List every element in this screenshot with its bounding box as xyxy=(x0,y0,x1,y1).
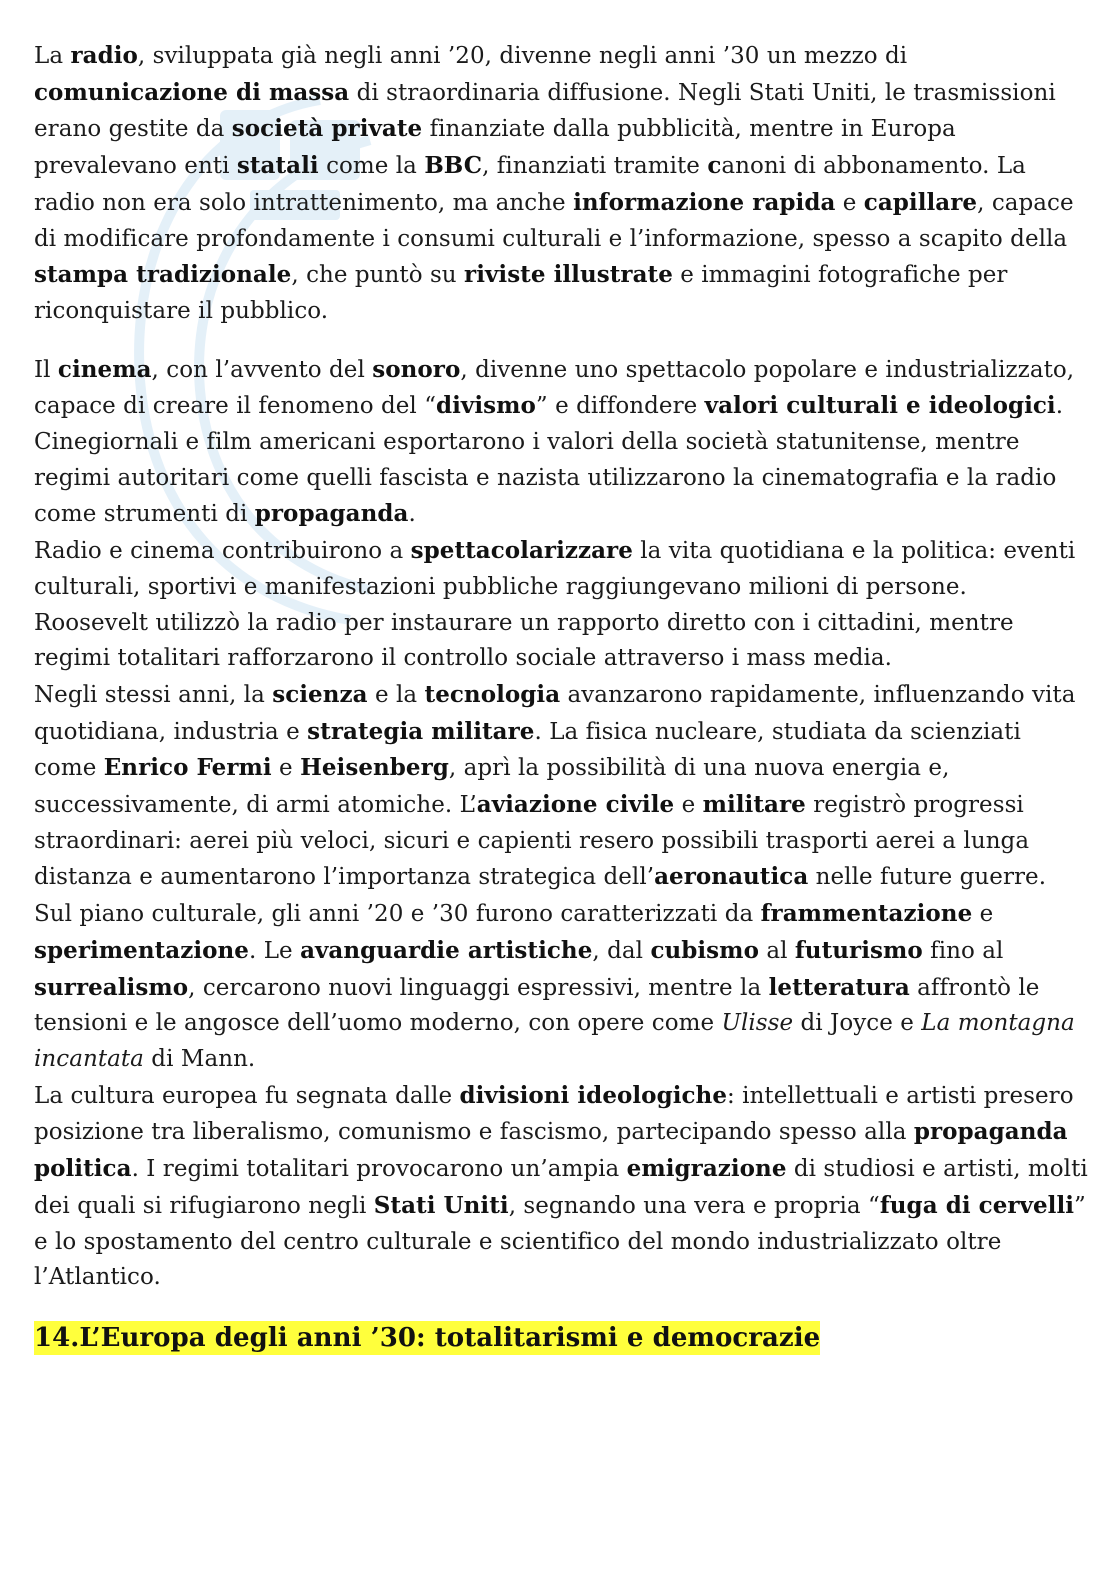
italic-title: La montagna incantata xyxy=(34,1010,1075,1072)
text-run: anoni di abbonamento. La radio non era solo intrattenimento, ma anche xyxy=(34,153,1026,216)
paragraph-scienza xyxy=(34,677,1088,896)
bold-term: c xyxy=(707,152,722,180)
paragraph-radio xyxy=(34,38,1088,330)
text-run: : intellettuali e artisti presero posizione tra liberalismo, comunismo e fascismo, partecipando spesso alla xyxy=(34,1082,1074,1146)
text-run: e la xyxy=(367,681,425,708)
section-heading-wrapper xyxy=(34,1318,1088,1358)
bold-term: sperimentazione xyxy=(34,936,249,964)
bold-term: radio xyxy=(70,42,138,69)
bold-term: strategia militare xyxy=(307,717,535,745)
text-run: di studiosi e artisti, molti dei quali si rifugiarono negli xyxy=(34,1156,1088,1219)
italic-title: Ulisse xyxy=(721,1010,794,1037)
text-run: e xyxy=(674,792,703,819)
text-run: Radio e cinema contribuirono a xyxy=(34,538,411,565)
text-run: La cultura europea fu segnata dalle xyxy=(34,1082,460,1109)
bold-term: cubismo xyxy=(650,936,759,964)
text-run: di Joyce e xyxy=(793,1010,922,1037)
text-run: di Mann. xyxy=(143,1045,256,1072)
text-run: , segnando una vera e propria “ xyxy=(508,1192,880,1219)
text-run: , finanziati tramite xyxy=(482,153,708,180)
bold-term: stampa tradizionale xyxy=(34,261,292,289)
bold-term: divisioni ideologiche xyxy=(459,1081,727,1109)
paragraph-ideologie xyxy=(34,1078,1088,1296)
bold-term: informazione rapida xyxy=(573,188,836,216)
text-run: ” e lo spostamento del centro culturale e scientifico del mondo industrializzato oltre l’Atlantico. xyxy=(34,1192,1086,1291)
text-run: . Le xyxy=(248,937,301,964)
bold-term: aviazione civile xyxy=(476,791,675,819)
bold-term: BBC xyxy=(424,152,483,180)
text-run: , sviluppata già negli anni ’20, divenne negli anni ’30 un mezzo di xyxy=(137,43,908,69)
bold-term: statali xyxy=(236,152,319,180)
text-run: ” e diffondere xyxy=(535,393,705,420)
bold-term: letteratura xyxy=(768,973,910,1001)
bold-term: valori culturali e ideologici xyxy=(704,392,1056,420)
bold-term: Stati Uniti xyxy=(373,1191,509,1219)
text-run: . xyxy=(408,501,416,528)
bold-term: società private xyxy=(231,115,423,143)
text-run: nelle future guerre. xyxy=(808,864,1047,891)
section-heading: 14.L’Europa degli anni ’30: totalitarismi e democrazie xyxy=(34,1322,821,1353)
bold-term: capillare xyxy=(863,188,978,216)
bold-term: scienza xyxy=(272,680,368,708)
text-run: Il xyxy=(34,356,58,383)
text-run: , aprì la possibilità di una nuova energia e, successivamente, di armi atomiche. L’ xyxy=(34,755,950,819)
bold-term: surrealismo xyxy=(34,973,189,1001)
text-run: affrontò le tensioni e le angosce dell’uomo moderno, con opere come xyxy=(34,974,1040,1037)
text-run: La xyxy=(34,43,71,69)
bold-term: futurismo xyxy=(794,936,923,964)
bold-term: propaganda xyxy=(254,500,409,528)
text-run: , cercarono nuovi linguaggi espressivi, mentre la xyxy=(188,974,769,1001)
bold-term: avanguardie artistiche xyxy=(300,936,593,964)
text-run: Sul piano culturale, gli anni ’20 e ’30 furono caratterizzati da xyxy=(34,901,761,928)
document-page xyxy=(34,38,1088,1358)
text-run: e xyxy=(835,189,864,216)
text-run: fino al xyxy=(922,937,1004,964)
bold-term: frammentazione xyxy=(760,900,973,928)
text-run: finanziate dalla pubblicità, mentre in Europa prevalevano enti xyxy=(34,116,956,180)
paragraph-spacer xyxy=(34,330,1088,352)
text-run: , con l’avvento del xyxy=(151,356,373,383)
text-run: , capace di modificare profondamente i consumi culturali e l’informazione, spesso a scapito della xyxy=(34,189,1074,252)
bold-term: propaganda politica xyxy=(34,1118,1068,1183)
bold-term: divismo xyxy=(436,392,536,420)
bold-term: aeronautica xyxy=(654,863,809,891)
text-run: Negli stessi anni, la xyxy=(34,681,273,708)
text-run: , che puntò su xyxy=(291,262,465,289)
text-run: al xyxy=(758,937,795,964)
text-run: avanzarono rapidamente, influenzando vita quotidiana, industria e xyxy=(34,681,1076,745)
bold-term: Enrico Fermi xyxy=(103,754,272,782)
bold-term: Heisenberg xyxy=(300,754,449,782)
text-run: la vita quotidiana e la politica: eventi culturali, sportivi e manifestazioni pubbliche raggiungevano milioni di persone. Roosevelt utilizzò la radio per instaurare un rapporto diretto con i cittadini, mentre regimi totalitari rafforzarono il controllo sociale attraverso i mass media. xyxy=(34,538,1076,672)
paragraph-cultura xyxy=(34,896,1088,1078)
text-run: , dal xyxy=(592,937,651,964)
bold-term: comunicazione di massa xyxy=(34,78,350,106)
text-run: e xyxy=(972,901,994,928)
bold-term: sonoro xyxy=(372,355,461,383)
paragraph-cinema xyxy=(34,352,1088,534)
text-run: registrò progressi straordinari: aerei più veloci, sicuri e capienti resero possibili trasporti aerei a lunga distanza e aumentarono l’importanza strategica dell’ xyxy=(34,792,1030,891)
text-run: . La fisica nucleare, studiata da scienziati come xyxy=(34,718,1021,782)
text-run: di straordinaria diffusione. Negli Stati Uniti, le trasmissioni erano gestite da xyxy=(34,79,1056,143)
text-run: . I regimi totalitari provocarono un’ampia xyxy=(131,1156,627,1183)
text-run: come la xyxy=(318,153,425,180)
bold-term: militare xyxy=(702,791,806,819)
text-run: e xyxy=(271,755,301,782)
paragraph-spettacolo xyxy=(34,533,1088,677)
bold-term: fuga di cervelli xyxy=(879,1191,1075,1219)
bold-term: cinema xyxy=(57,355,152,383)
bold-term: riviste illustrate xyxy=(464,261,673,289)
bold-term: spettacolarizzare xyxy=(410,537,633,565)
bold-term: emigrazione xyxy=(626,1155,787,1183)
text-run: . Cinegiornali e film americani esportarono i valori della società statunitense, mentre regimi autoritari come quelli fascista e nazista utilizzarono la cinematografia e la radio come strumenti di xyxy=(34,393,1064,528)
bold-term: tecnologia xyxy=(424,680,561,708)
text-run: e immagini fotografiche per riconquistare il pubblico. xyxy=(34,262,1008,324)
text-run: , divenne uno spettacolo popolare e industrializzato, capace di creare il fenomeno del “ xyxy=(34,356,1075,420)
